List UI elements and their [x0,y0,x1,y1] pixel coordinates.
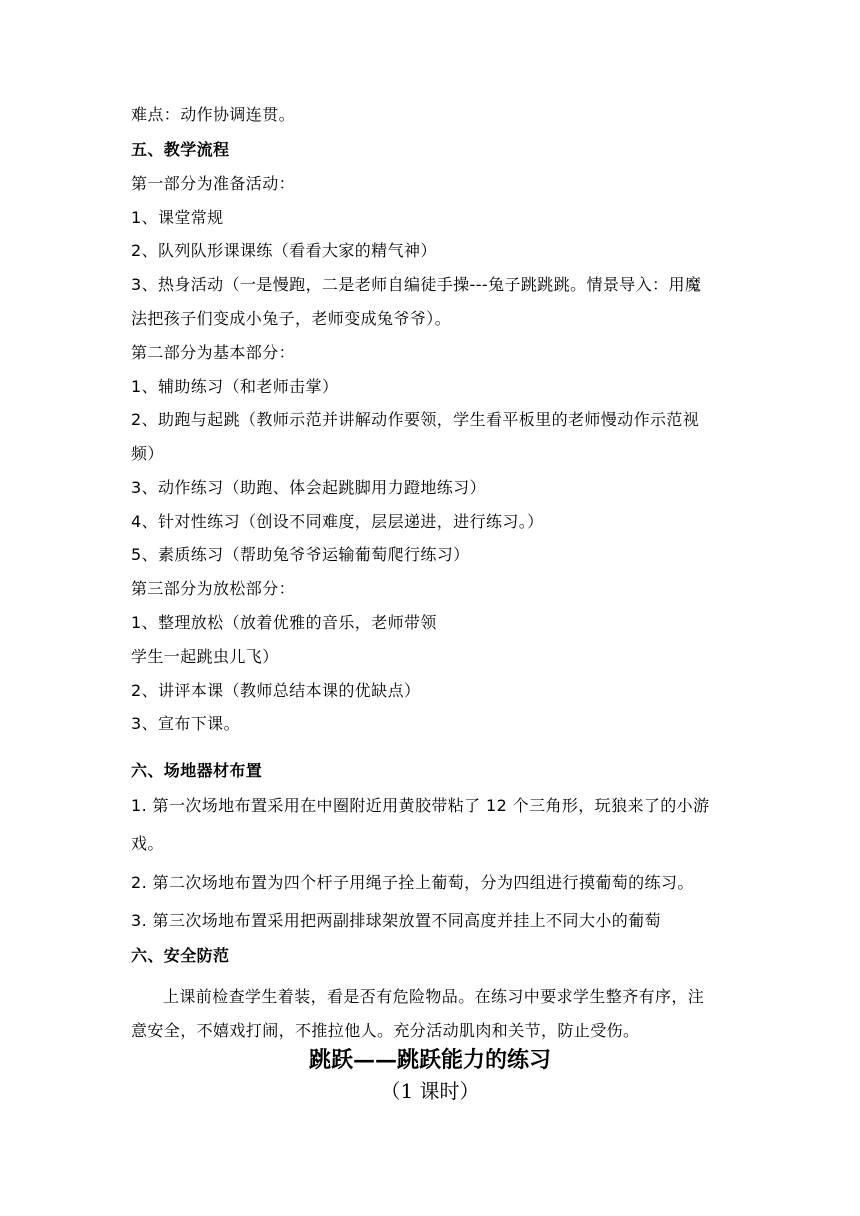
part-two-heading: 第二部分为基本部分： [131,343,296,362]
part-three-heading: 第三部分为放松部分： [131,579,296,598]
section-heading-safety: 六、安全防范 [131,946,230,965]
lesson-subtitle: （1 课时） [380,1079,480,1103]
part-one-heading: 第一部分为准备活动： [131,174,296,193]
section-heading-venue-equipment: 六、场地器材布置 [131,761,263,780]
list-item: 5、素质练习（帮助兔爷爷运输葡萄爬行练习） [131,545,470,564]
list-item: 3、动作练习（助跑、体会起跳脚用力蹬地练习） [131,478,486,497]
list-item: 1. 第一次场地布置采用在中圈附近用黄胶带粘了 12 个三角形，玩狼来了的小游 [131,796,710,815]
list-item: 2、队列队形课课练（看看大家的精气神） [131,241,437,260]
safety-paragraph-line: 意安全，不嬉戏打闹，不推拉他人。充分活动肌肉和关节，防止受伤。 [131,1021,640,1040]
list-item-continued: 法把孩子们变成小兔子，老师变成兔爷爷）。 [131,309,452,328]
list-item-continued: 频） [131,444,164,463]
list-item: 2、讲评本课（教师总结本课的优缺点） [131,681,421,700]
list-item-continued: 学生一起跳虫儿飞） [131,647,279,666]
list-item: 3、宣布下课。 [131,714,240,733]
list-item-continued: 戏。 [131,834,164,853]
lesson-title: 跳跃——跳跃能力的练习 [308,1047,551,1073]
list-item: 1、辅助练习（和老师击掌） [131,377,339,396]
list-item: 1、整理放松（放着优雅的音乐，老师带领 [131,613,437,632]
list-item: 1、课堂常规 [131,208,224,227]
list-item: 4、针对性练习（创设不同难度，层层递进，进行练习。） [131,512,544,531]
list-item: 3. 第三次场地布置采用把两副排球架放置不同高度并挂上不同大小的葡萄 [131,911,661,930]
list-item: 2、助跑与起跳（教师示范并讲解动作要领，学生看平板里的老师慢动作示范视 [131,410,700,429]
list-item: 3、热身活动（一是慢跑，二是老师自编徒手操---兔子跳跳跳。情景导入：用魔 [131,275,702,294]
list-item: 2. 第二次场地布置为四个杆子用绳子拴上葡萄，分为四组进行摸葡萄的练习。 [131,873,694,892]
safety-paragraph-line: 上课前检查学生着装，看是否有危险物品。在练习中要求学生整齐有序，注 [163,987,705,1006]
section-heading-teaching-process: 五、教学流程 [131,140,230,159]
difficulty-line: 难点：动作协调连贯。 [131,105,296,124]
